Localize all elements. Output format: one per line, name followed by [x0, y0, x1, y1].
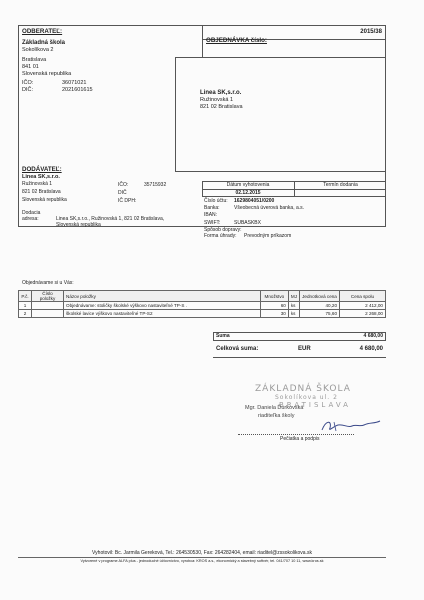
orderer-ico-label: IČO:: [22, 80, 34, 87]
supplier-street: Ružinovská 1: [22, 180, 53, 187]
orderer-ico-row: [22, 80, 197, 87]
delivery-address: Linea SK,s.r.o., Ružinovská 1, 821 02 Bratislava,: [56, 216, 165, 223]
items-header-row: [19, 291, 386, 302]
items-intro: Objednávame si u Vás:: [22, 280, 74, 286]
supplier-label: DODÁVATEĽ:: [22, 166, 62, 173]
orderer-name: Základná škola: [22, 40, 66, 46]
total-label: Celková suma:: [216, 346, 259, 352]
item-index: 2: [19, 310, 32, 318]
recipient-name: Linea SK,s.r.o.: [200, 90, 242, 96]
col-unit-price: Jednotková cena: [300, 291, 340, 302]
items-table-wrap: [18, 290, 386, 318]
col-qty: Množstvo: [260, 291, 288, 302]
item-unit-price: 40,20: [300, 302, 340, 310]
supplier-ico-label: IČO:: [118, 182, 129, 188]
account-label: Číslo účtu:: [204, 198, 228, 204]
signature-line-label: Pečiatka a podpis: [280, 436, 320, 442]
order-number: 2015/38: [360, 29, 382, 35]
bank-name: Všeobecná úverová banka, a.s.: [234, 205, 305, 212]
total-currency: EUR: [298, 346, 311, 352]
footer-issued-by: Vyhotovil: Bc. Jarmila Gereková, Tel.: 264530530, Fax: 264282404, email: riaditel@zssokolikova.sk: [92, 550, 312, 556]
payment-method: Prevodným príkazom: [244, 233, 292, 240]
account-row: [204, 198, 384, 204]
recipient-street: Ružinovská 1: [200, 97, 234, 104]
item-qty: 30: [260, 310, 288, 318]
delivery-date-label: Termín dodania: [323, 182, 358, 188]
supplier-name: Linea SK,s.r.o.: [22, 174, 60, 180]
swift-row: [204, 220, 384, 226]
supplier-ico: 35715932: [144, 182, 167, 188]
col-total: Cena spolu: [340, 291, 386, 302]
col-name: Názov položky: [64, 291, 261, 302]
orderer-dic: 2021601615: [62, 87, 93, 94]
item-unit-price: 75,60: [300, 310, 340, 318]
supplier-dic-label: DIČ: [118, 190, 127, 197]
item-total: 2 268,00: [340, 310, 386, 318]
supplier-ids: [118, 182, 178, 205]
supplier-country: Slovenská republika: [22, 197, 67, 204]
supplier-ico-row: [118, 182, 178, 188]
bank-label: Banka:: [204, 205, 220, 212]
item-code: [32, 310, 64, 318]
issued-date: 02.12.2015: [235, 190, 261, 196]
delivery-address-label: Dodacia adresa:: [22, 210, 41, 223]
col-code: Číslo položky: [32, 291, 64, 302]
signer-role: riaditeľka školy: [258, 413, 295, 419]
item-index: 1: [19, 302, 32, 310]
item-total: 2 412,00: [340, 302, 386, 310]
footer-software: Vytvorené v programe ALFA plus - jednoduché účtovníctvo, vyrobca: KROS a.s., ekonomický a stavebný softvér, tel. 041/707 10 11, www.kros.sk: [80, 559, 324, 563]
item-code: [32, 302, 64, 310]
signer-person: Mgr. Daniela Ďurkovská: [245, 405, 304, 411]
payment-label: Forma úhrady:: [204, 233, 237, 240]
col-unit: MJ: [288, 291, 299, 302]
header-divider: [202, 25, 203, 58]
orderer-block: [22, 28, 197, 94]
items-table: [18, 290, 386, 318]
handwritten-signature: [318, 416, 384, 436]
footer-rule: [18, 557, 386, 558]
item-unit: ks: [288, 310, 299, 318]
swift-code: SUBASKBX: [234, 219, 261, 226]
stamp-title: ZÁKLADNÁ ŠKOLA: [255, 384, 351, 394]
orderer-street: Sokolíkova 2: [22, 47, 54, 54]
signature-line: [238, 434, 354, 435]
shipping-label: Spôsob dopravy:: [204, 226, 242, 233]
table-row: [19, 302, 386, 310]
orderer-dic-row: [22, 87, 197, 94]
issued-date-label: Dátum vyhotovenia: [226, 182, 270, 188]
bank-row: [204, 205, 384, 211]
item-unit: ks: [288, 302, 299, 310]
item-qty: 60: [260, 302, 288, 310]
orderer-city: Bratislava: [22, 57, 47, 63]
col-index: P.č.: [19, 291, 32, 302]
iban-row: [204, 212, 384, 218]
stamp-city: BRATISLAVA: [279, 401, 351, 409]
orderer-ico: 36071021: [62, 80, 87, 87]
recipient-box: [175, 57, 386, 172]
order-number-row: [206, 29, 382, 47]
stamp-street: Sokolíkova ul. 2: [275, 394, 338, 401]
orderer-zip: 841 01: [22, 63, 39, 70]
orderer-country: Slovenská republika: [22, 70, 72, 77]
bank-block: [204, 198, 384, 239]
total-value: 4 680,00: [359, 346, 383, 352]
orderer-dic-label: DIČ:: [22, 87, 33, 94]
sum-value: 4 680,00: [363, 333, 383, 339]
iban-label: IBAN:: [204, 212, 218, 219]
orderer-label: ODBERATEĽ:: [22, 28, 63, 35]
table-row: [19, 310, 386, 318]
recipient-city: 821 02 Bratislava: [200, 104, 243, 110]
order-number-label: OBJEDNÁVKA číslo:: [206, 37, 267, 44]
account-number: 1629804051/0200: [234, 198, 275, 204]
supplier-icdph-label: IČ DPH:: [118, 198, 137, 205]
item-name: školské lavice výškovo nastaviteľné TP-S2: [64, 310, 261, 318]
delivery-address-row: [22, 210, 197, 229]
delivery-country: Slovenská republika: [56, 222, 101, 229]
recipient-block: [200, 90, 370, 111]
supplier-city: 821 02 Bratislava: [22, 189, 61, 195]
swift-label: SWIFT:: [204, 219, 221, 226]
payment-row: [204, 233, 384, 239]
sum-label: Suma: [216, 333, 230, 339]
item-name: Objednávame: stoličky školské výškovo nastaviteľné TP-S .: [64, 302, 261, 310]
